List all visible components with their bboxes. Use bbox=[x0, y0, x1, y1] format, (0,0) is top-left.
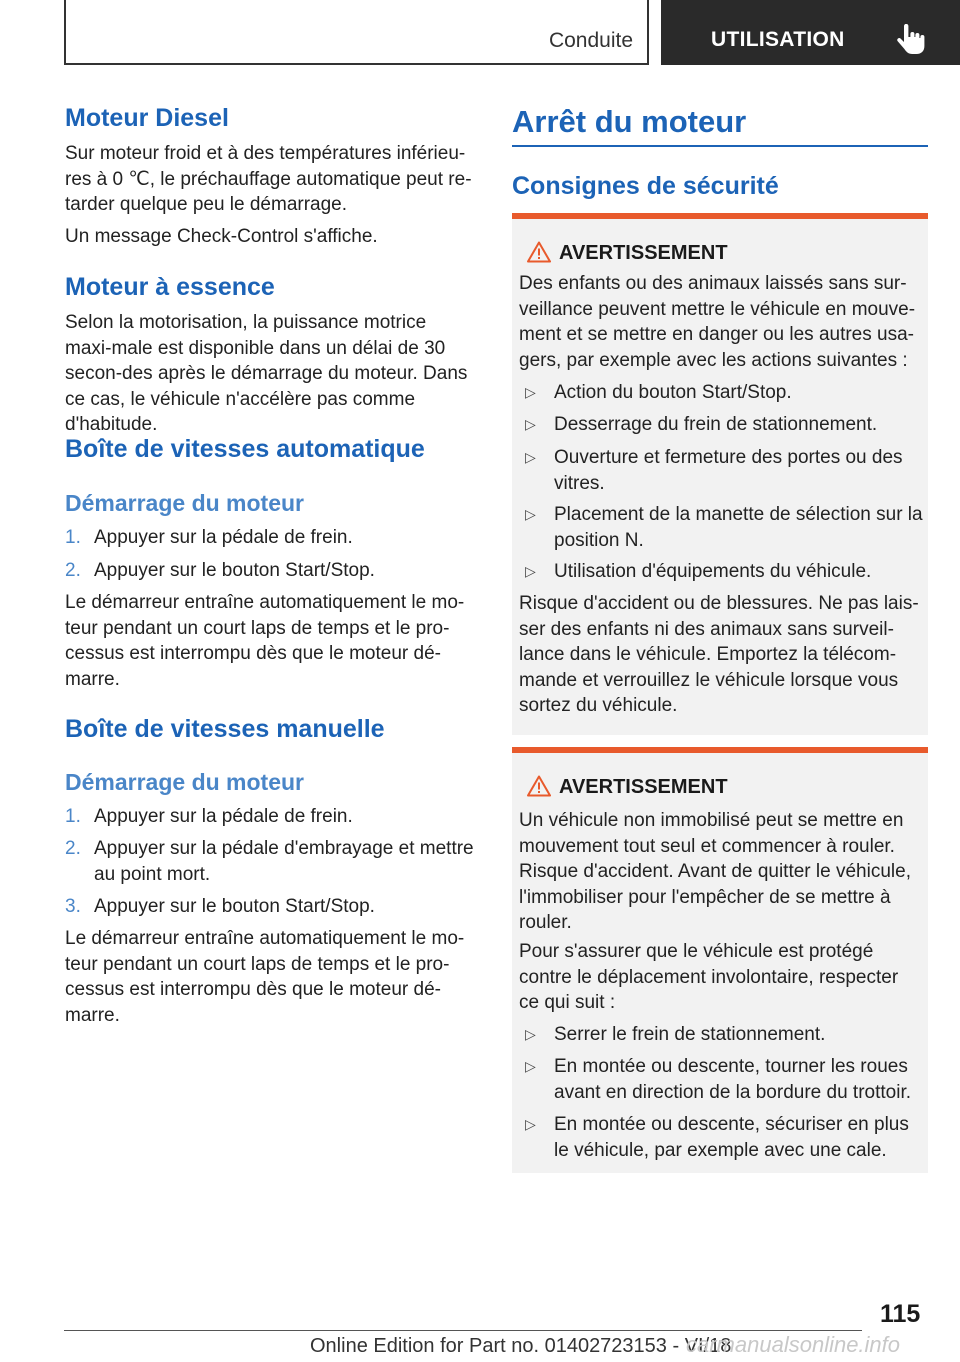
bullet-text: En montée ou descente, tourner les roues avant en direction de la bordure du trottoir. bbox=[554, 1056, 912, 1103]
bullet-text: Ouverture et fermeture des portes ou des vitres. bbox=[554, 447, 903, 494]
header-breadcrumb-box bbox=[64, 0, 649, 65]
heading-safety: Consignes de sécurité bbox=[512, 172, 779, 200]
warning-triangle-icon bbox=[527, 775, 551, 797]
subheading-manual-start: Démarrage du moteur bbox=[65, 769, 305, 795]
watermark: carmanualsonline.info bbox=[686, 1332, 901, 1357]
warning-outro: Risque d'accident ou de blessures. Ne pas lais-ser des enfants ni des animaux sans surveil-lance dans le véhicule. Emportez la télécom-mande et verrouillez le véhicule lorsque vous sortez du véhicule. bbox=[519, 593, 919, 716]
warning-title: AVERTISSEMENT bbox=[559, 776, 728, 798]
heading-petrol: Moteur à essence bbox=[65, 273, 275, 301]
section-tab-label: UTILISATION bbox=[711, 28, 845, 51]
warning-intro-2: Pour s'assurer que le véhicule est protégé contre le déplacement involontaire, respecter ce qui suit : bbox=[519, 941, 899, 1013]
bullet-text: Desserrage du frein de stationnement. bbox=[554, 414, 878, 435]
step-number: 2. bbox=[65, 838, 81, 859]
warning-box-2 bbox=[512, 747, 928, 1173]
footer-edition: Online Edition for Part no. 01402723153 - VI/18 bbox=[310, 1335, 732, 1357]
bullet-marker: ▷ bbox=[525, 384, 536, 400]
auto-paragraph: Le démarreur entraîne automatiquement le mo-teur pendant un court laps de temps et le pro-cessus est interrompu dès que le moteur dé-marre. bbox=[65, 592, 465, 690]
pointing-hand-icon bbox=[895, 24, 925, 56]
step-number: 1. bbox=[65, 806, 81, 827]
step-text: Appuyer sur le bouton Start/Stop. bbox=[94, 560, 375, 581]
bullet-marker: ▷ bbox=[525, 1026, 536, 1042]
breadcrumb: Conduite bbox=[548, 29, 633, 52]
page-title: Arrêt du moteur bbox=[512, 104, 747, 139]
bullet-marker: ▷ bbox=[525, 449, 536, 465]
warning-intro: Un véhicule non immobilisé peut se mettre en mouvement tout seul et commencer à rouler. Risque d'accident. Avant de quitter le véhicule, l'immobiliser pour l'empêcher de se mettre à rouler. bbox=[519, 810, 911, 933]
warning-intro: Des enfants ou des animaux laissés sans sur-veillance peuvent mettre le véhicule en mouve-ment et se mettre en danger ou les autres usa-gers, par exemple avec les actions suivantes : bbox=[519, 273, 916, 371]
bullet-marker: ▷ bbox=[525, 1116, 536, 1132]
petrol-paragraph: Selon la motorisation, la puissance motrice maxi-male est disponible dans un délai de 30 secon-des après le démarrage du moteur. Dans ce cas, le véhicule n'accélère pas comme d'habitude. bbox=[65, 312, 468, 435]
footer-divider bbox=[64, 1330, 862, 1331]
bullet-text: Serrer le frein de stationnement. bbox=[554, 1024, 826, 1045]
step-number: 2. bbox=[65, 560, 81, 581]
bullet-marker: ▷ bbox=[525, 1058, 536, 1074]
warning-triangle-icon bbox=[527, 241, 551, 263]
warning-box-1 bbox=[512, 213, 928, 735]
bullet-text: Action du bouton Start/Stop. bbox=[554, 382, 792, 403]
heading-diesel: Moteur Diesel bbox=[65, 104, 229, 132]
bullet-text: Placement de la manette de sélection sur la position N. bbox=[554, 504, 923, 551]
title-divider bbox=[512, 145, 928, 147]
manual-paragraph: Le démarreur entraîne automatiquement le mo-teur pendant un court laps de temps et le pro-cessus est interrompu dès que le moteur dé-marre. bbox=[65, 928, 465, 1026]
warning-bar bbox=[512, 747, 928, 753]
subheading-auto-start: Démarrage du moteur bbox=[65, 490, 305, 516]
diesel-paragraph: Sur moteur froid et à des températures inférieu-res à 0 ℃, le préchauffage automatique peut re-tarder quelque peu le démarrage. bbox=[65, 143, 472, 215]
bullet-text: En montée ou descente, sécuriser en plus le véhicule, par exemple avec une cale. bbox=[554, 1114, 909, 1161]
step-number: 3. bbox=[65, 896, 81, 917]
bullet-marker: ▷ bbox=[525, 416, 536, 432]
step-text: Appuyer sur le bouton Start/Stop. bbox=[94, 896, 375, 917]
bullet-marker: ▷ bbox=[525, 506, 536, 522]
warning-bar bbox=[512, 213, 928, 219]
heading-manual: Boîte de vitesses manuelle bbox=[65, 715, 385, 743]
step-number: 1. bbox=[65, 527, 81, 548]
page-number: 115 bbox=[880, 1300, 921, 1328]
heading-automatic: Boîte de vitesses automatique bbox=[65, 435, 425, 463]
step-text: Appuyer sur la pédale de frein. bbox=[94, 806, 353, 827]
step-text: Appuyer sur la pédale de frein. bbox=[94, 527, 353, 548]
section-tab bbox=[661, 0, 960, 65]
diesel-check-control: Un message Check-Control s'affiche. bbox=[65, 226, 378, 247]
step-text: Appuyer sur la pédale d'embrayage et mettre au point mort. bbox=[94, 838, 474, 885]
bullet-marker: ▷ bbox=[525, 563, 536, 579]
warning-title: AVERTISSEMENT bbox=[559, 242, 728, 264]
bullet-text: Utilisation d'équipements du véhicule. bbox=[554, 561, 872, 582]
